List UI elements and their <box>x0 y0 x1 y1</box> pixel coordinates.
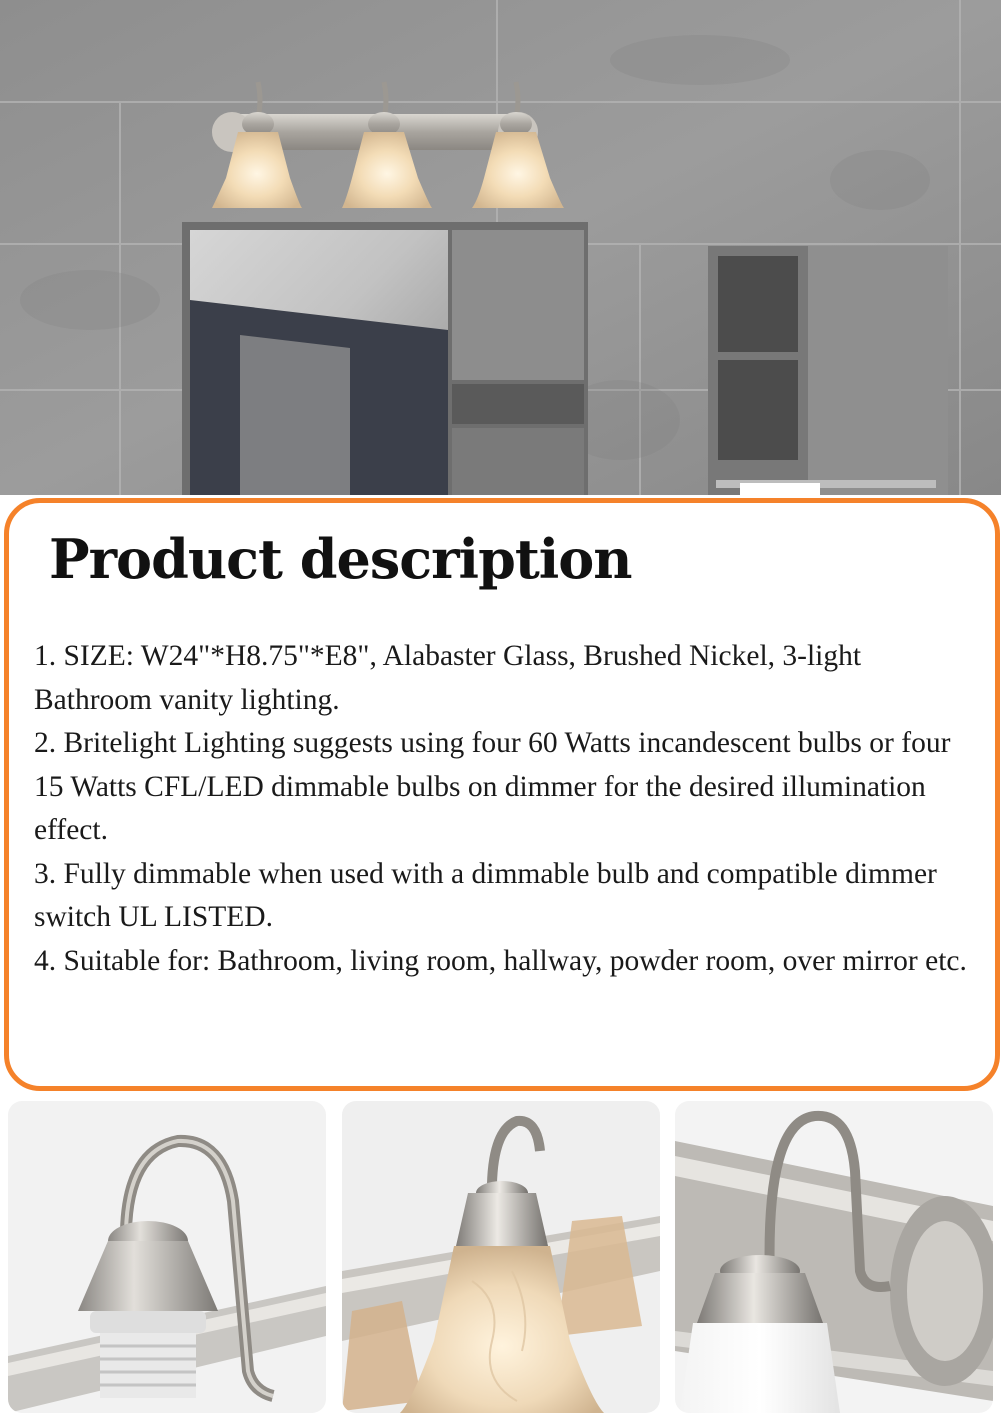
thumbnail-socket-closeup <box>8 1101 326 1413</box>
description-item-dimmable: 3. Fully dimmable when used with a dimmable bulb and compatible dimmer switch UL LISTED. <box>34 857 937 933</box>
thumbnail-glass-shade <box>342 1101 660 1413</box>
thumbnail-backplate-arm <box>675 1101 993 1413</box>
product-description-card <box>4 498 1000 1091</box>
description-list <box>34 635 969 983</box>
description-item-bulbs: 2. Britelight Lighting suggests using four 60 Watts incandescent bulbs or four 15 Watts CFL/LED dimmable bulbs on dimmer for the desired illumination effect. <box>34 727 951 846</box>
hero-bathroom-photo <box>0 0 1001 495</box>
description-item-size: 1. SIZE: W24"*H8.75"*E8", Alabaster Glass, Brushed Nickel, 3-light Bathroom vanity lighting. <box>34 640 862 716</box>
description-item-suitable: 4. Suitable for: Bathroom, living room, hallway, powder room, over mirror etc. <box>34 944 967 977</box>
product-description-title: Product description <box>49 527 632 591</box>
